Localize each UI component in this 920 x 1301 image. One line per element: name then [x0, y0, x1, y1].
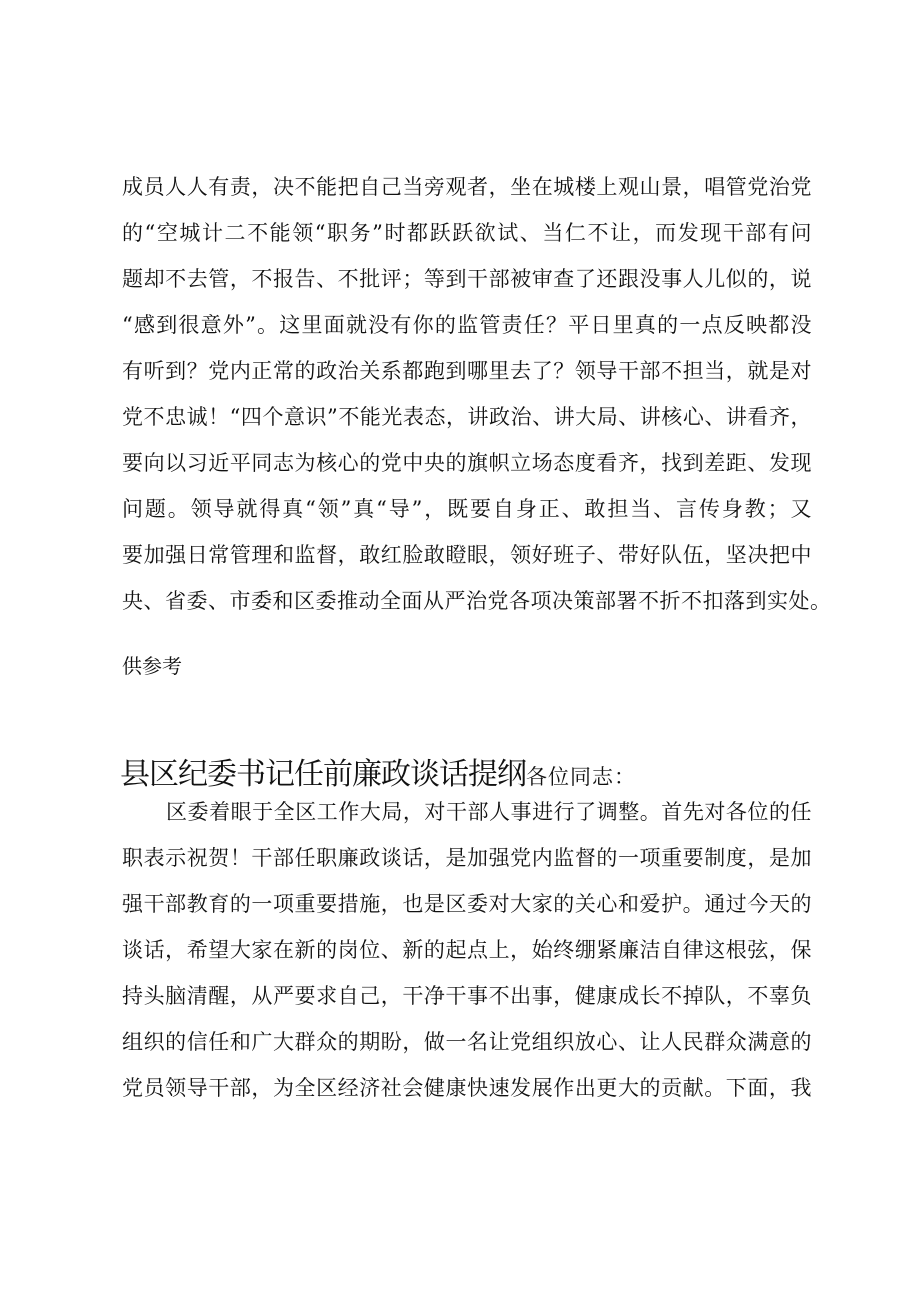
text-line: 要加强日常管理和监督，敢红脸敢瞪眼，领好班子、带好队伍，坚决把中: [122, 543, 812, 567]
document-title: 县区纪委书记任前廉政谈话提纲: [120, 757, 526, 792]
text-line: 党员领导干部，为全区经济社会健康快速发展作出更大的贡献。下面，我: [122, 1076, 812, 1100]
reference-note: 供参考: [122, 654, 182, 678]
text-line: 要向以习近平同志为核心的党中央的旗帜立场态度看齐，找到差距、发现: [122, 451, 812, 475]
text-line: 成员人人有责，决不能把自己当旁观者，坐在城楼上观山景，唱管党治党: [122, 175, 812, 199]
text-line: 问题。领导就得真“领”真“导”，既要自身正、敢担当、言传身教；又: [122, 497, 812, 521]
section-heading-row: [120, 749, 636, 793]
text-line: 职表示祝贺！干部任职廉政谈话，是加强党内监督的一项重要制度，是加: [122, 846, 812, 870]
text-line: “感到很意外”。这里面就没有你的监管责任？平日里真的一点反映都没: [122, 313, 812, 337]
text-line: 谈话，希望大家在新的岗位、新的起点上，始终绷紧廉洁自律这根弦，保: [122, 938, 812, 962]
text-line: 央、省委、市委和区委推动全面从严治党各项决策部署不折不扣落到实处。: [122, 589, 832, 613]
text-line: 区委着眼于全区工作大局，对干部人事进行了调整。首先对各位的任: [166, 800, 812, 824]
text-line: 的“空城计二不能领“职务”时都跃跃欲试、当仁不让，而发现干部有问: [122, 221, 812, 245]
text-line: 持头脑清醒，从严要求自己，干净干事不出事，健康成长不掉队，不辜负: [122, 984, 812, 1008]
text-line: 有听到？党内正常的政治关系都跑到哪里去了？领导干部不担当，就是对: [122, 359, 812, 383]
salutation: 各位同志：: [526, 765, 636, 789]
text-line: 党不忠诚！“四个意识”不能光表态，讲政治、讲大局、讲核心、讲看齐，: [122, 405, 812, 429]
text-line: 题却不去管，不报告、不批评；等到干部被审查了还跟没事人儿似的，说: [122, 267, 812, 291]
text-line: 组织的信任和广大群众的期盼，做一名让党组织放心、让人民群众满意的: [122, 1030, 812, 1054]
text-line: 强干部教育的一项重要措施，也是区委对大家的关心和爱护。通过今天的: [122, 892, 812, 916]
